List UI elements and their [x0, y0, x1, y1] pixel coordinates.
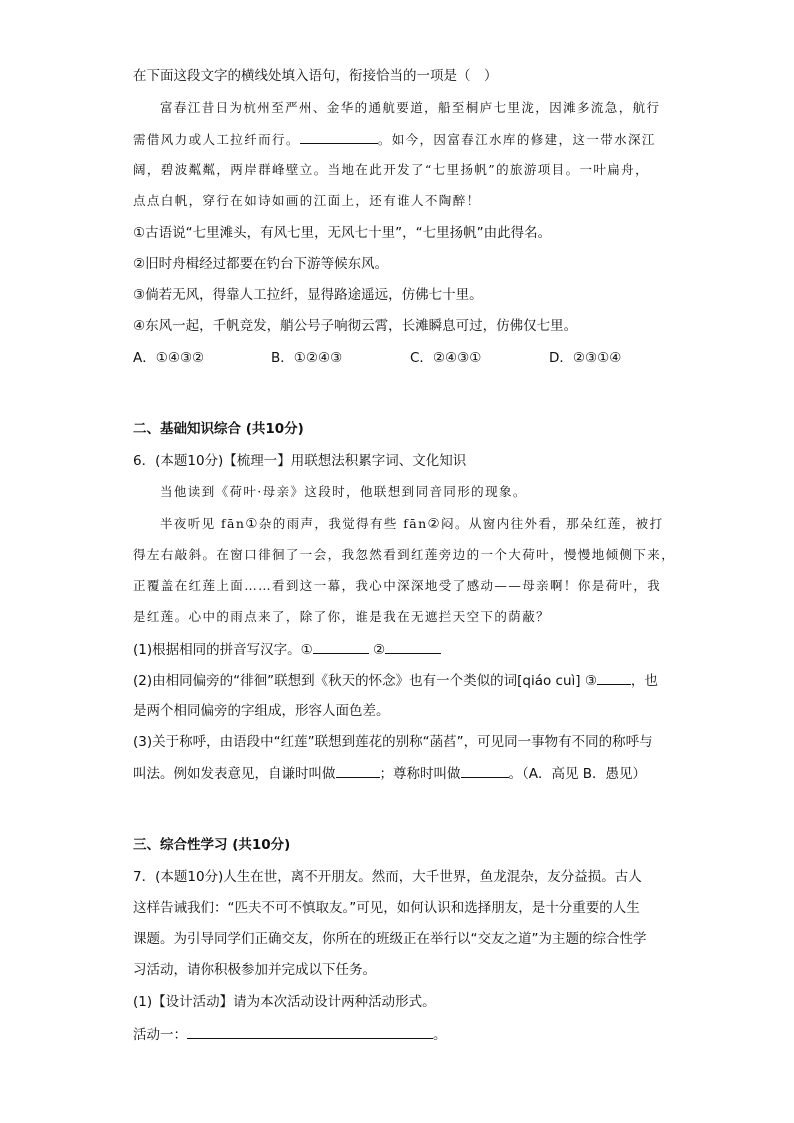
- q6-passage-line-4: 是红莲。心中的雨点来了，除了你，谁是我在无遮拦天空下的荫蔽？: [133, 609, 551, 624]
- q6-passage-line-2: 得左右敲斜。在窗口徘徊了一会，我忽然看到红莲旁边的一个大荷叶，慢慢地倾侧下来，: [133, 547, 676, 562]
- answer-blank-3[interactable]: [597, 671, 631, 685]
- q7-line-2: 这样告诫我们：“匹夫不可不慎取友。”可见，如何认识和选择朋友，是十分重要的人生: [133, 900, 640, 916]
- q5-stem: 在下面这段文字的横线处填入语句，衔接恰当的一项是（ ）: [133, 68, 498, 84]
- q5-option-b[interactable]: B．①②④③: [271, 350, 343, 366]
- section-2-heading: 二、基础知识综合 (共10分): [133, 421, 304, 437]
- q7-activity-1: 活动一： 。: [133, 1027, 447, 1043]
- answer-blank-4[interactable]: [336, 764, 380, 778]
- q6-sub3: (3)关于称呼，由语段中“红莲”联想到莲花的别称“菡萏”，可见同一事物有不同的称呼与: [133, 734, 653, 750]
- q5-option-c[interactable]: C．②④③①: [410, 350, 482, 366]
- answer-blank-2[interactable]: [385, 640, 441, 654]
- answer-blank-5[interactable]: [461, 764, 509, 778]
- q5-item-4: ④东风一起，千帆竞发，艄公号子响彻云霄，长滩瞬息可过，仿佛仅七里。: [133, 318, 578, 334]
- q7-line-4: 习活动，请你积极参加并完成以下任务。: [133, 962, 376, 978]
- q5-passage-line-4: 点点白帆，穿行在如诗如画的江面上，还有谁人不陶醉！: [133, 193, 481, 208]
- q6-sub1: (1)根据相同的拼音写汉字。① ②: [133, 640, 441, 659]
- section-3-heading: 三、综合性学习 (共10分): [133, 837, 291, 853]
- q5-item-2: ②旧时舟楫经过都要在钓台下游等候东风。: [133, 256, 389, 272]
- q6-intro: 当他读到《荷叶·母亲》这段时，他联想到同音同形的现象。: [160, 484, 527, 499]
- q5-passage-line-3: 阔，碧波粼粼，两岸群峰壁立。当地在此开发了“七里扬帆”的旅游项目。一叶扁舟，: [133, 162, 649, 177]
- q7-line-1: 7．(本题10分)人生在世，离不开朋友。然而，大千世界，鱼龙混杂，友分益损。古人: [133, 869, 642, 885]
- q5-passage-line-2: 需借风力或人工拉纤而行。 。如今，因富春江水库的修建，这一带水深江: [133, 132, 656, 147]
- q6-sub2: (2)由相同偏旁的“徘徊”联想到《秋天的怀念》也有一个类似的词[qiáo cuì] ③ ，也: [133, 673, 658, 689]
- q6-passage-line-3: 正覆盖在红莲上面……看到这一幕，我心中深深地受了感动——母亲啊！你是荷叶，我: [133, 578, 662, 593]
- activity-1-blank[interactable]: [187, 1025, 433, 1039]
- answer-blank-1[interactable]: [313, 640, 369, 654]
- q7-task-1: (1)【设计活动】请为本次活动设计两种活动形式。: [133, 994, 436, 1010]
- q5-item-1: ①古语说“七里滩头，有风七里，无风七十里”，“七里扬帆”由此得名。: [133, 225, 552, 241]
- q6-heading: 6．(本题10分)【梳理一】用联想法积累字词、文化知识: [133, 453, 467, 469]
- answer-blank[interactable]: [300, 130, 378, 144]
- q5-option-d[interactable]: D．②③①④: [549, 350, 622, 366]
- q5-passage-line-1: 富春江昔日为杭州至严州、金华的通航要道，船至桐庐七里泷，因滩多流急，航行: [160, 100, 661, 115]
- q6-passage-line-1: 半夜听见 fān①杂的雨声，我觉得有些 fān②闷。从窗内往外看，那朵红莲，被打: [160, 516, 664, 532]
- q6-sub3-cont: 叫法。例如发表意见，自谦时叫做 ；尊称时叫做 。（A．高见 B．愚见）: [133, 766, 647, 782]
- q5-option-a[interactable]: A．①④③②: [133, 350, 205, 366]
- q7-line-3: 课题。为引导同学们正确交友，你所在的班级正在举行以“交友之道”为主题的综合性学: [133, 931, 647, 947]
- q6-sub2-cont: 是两个相同偏旁的字组成，形容人面色差。: [133, 703, 390, 719]
- q5-item-3: ③倘若无风，得靠人工拉纤，显得路途遥远，仿佛七十里。: [133, 287, 483, 303]
